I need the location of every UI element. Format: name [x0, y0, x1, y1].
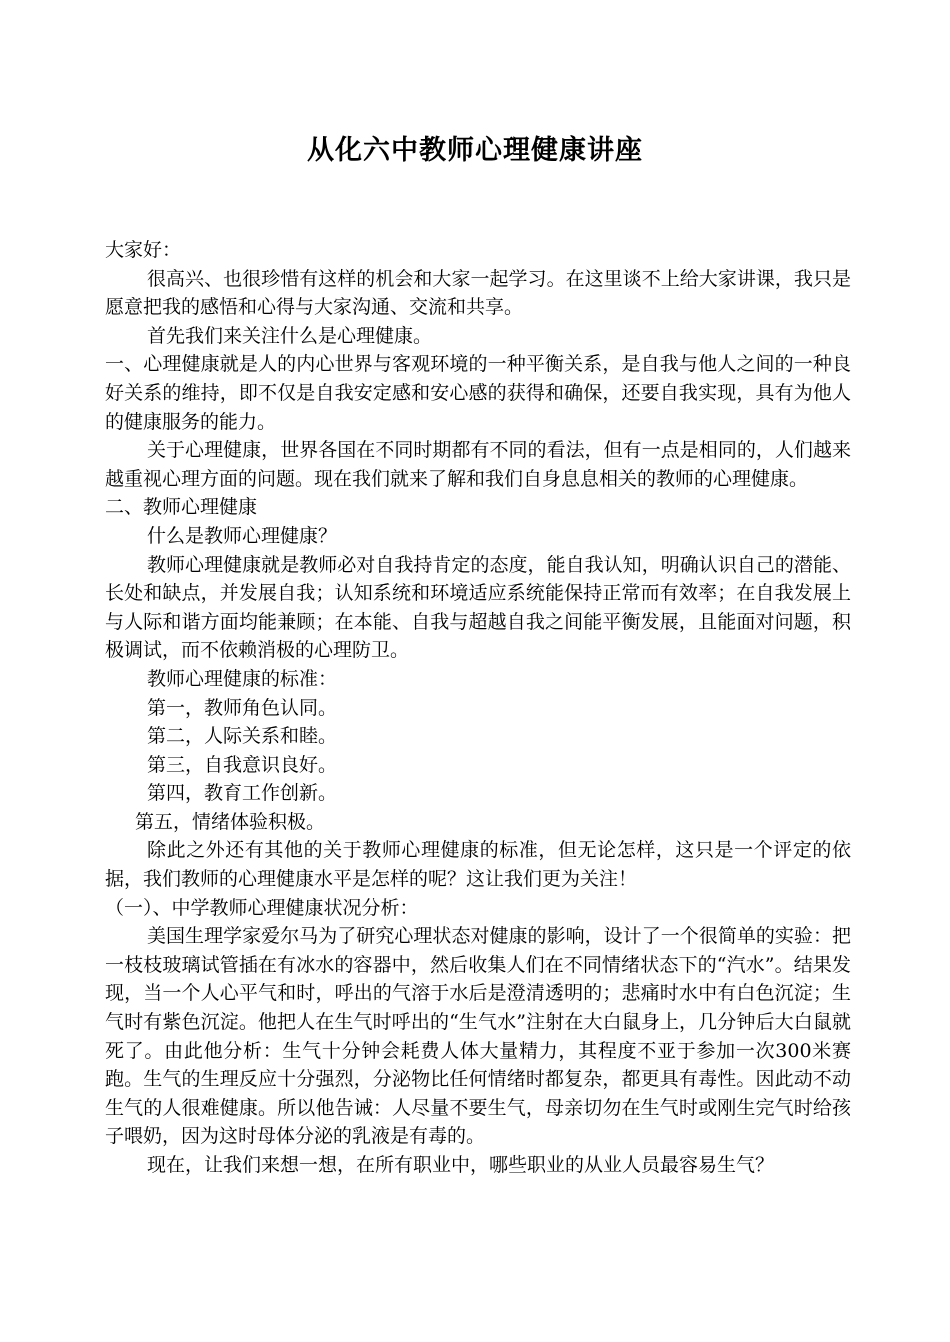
- paragraph-intro: 很高兴、也很珍惜有这样的机会和大家一起学习。在这里谈不上给大家讲课，我只是愿意把我的感悟和心得与大家沟通、交流和共享。: [105, 267, 851, 319]
- paragraph-worldview: 关于心理健康，世界各国在不同时期都有不同的看法，但有一点是相同的，人们越来越重视心理方面的问题。现在我们就来了解和我们自身息息相关的教师的心理健康。: [105, 439, 851, 490]
- paragraph-other-standards: 除此之外还有其他的关于教师心理健康的标准，但无论怎样，这只是一个评定的依据，我们教师的心理健康水平是怎样的呢？这让我们更为关注！: [105, 839, 851, 891]
- greeting: 大家好：: [105, 239, 182, 261]
- section-one: 一、心理健康就是人的内心世界与客观环境的一种平衡关系，是自我与他人之间的一种良好关系的维持，即不仅是自我安定感和安心感的获得和确保，还要自我实现，具有为他人的健康服务的能力。: [105, 353, 851, 433]
- standard-2: 第二，人际关系和睦。: [147, 725, 338, 748]
- paragraph-focus: 首先我们来关注什么是心理健康。: [147, 324, 433, 347]
- standard-5: 第五，情绪体验积极。: [135, 810, 326, 833]
- standard-3: 第三，自我意识良好。: [147, 753, 338, 776]
- standard-1: 第一，教师角色认同。: [147, 696, 338, 719]
- section-two-heading: 二、教师心理健康: [105, 496, 258, 519]
- subsection-analysis-heading: （一）、中学教师心理健康状况分析：: [105, 896, 419, 919]
- paragraph-definition: 教师心理健康就是教师必对自我持肯定的态度，能自我认知，明确认识自己的潜能、长处和缺点，并发展自我；认知系统和环境适应系统能保持正常而有效率；在自我发展上与人际和谐方面均能兼顾；在本能、自我与超越自我之间能平衡发展，且能面对问题，积极调试，而不依赖消极的心理防卫。: [105, 553, 851, 662]
- question-teacher-health: 什么是教师心理健康？: [147, 524, 338, 547]
- document-title: 从化六中教师心理健康讲座: [307, 135, 643, 166]
- paragraph-experiment: 美国生理学家爱尔马为了研究心理状态对健康的影响，设计了一个很简单的实验：把一枝枝玻璃试管插在有冰水的容器中，然后收集人们在不同情绪状态下的“汽水”。结果发现，当一个人心平气和时，呼出的气溶于水后是澄清透明的；悲痛时水中有白色沉淀；生气时有紫色沉淀。他把人在生气时呼出的“生气水”注射在大白鼠身上，几分钟后大白鼠就死了。由此他分析：生气十分钟会耗费人体大量精力，其程度不亚于参加一次300米赛跑。生气的生理反应十分强烈，分泌物比任何情绪时都复杂，都更具有毒性。因此动不动生气的人很难健康。所以他告诫：人尽量不要生气，母亲切勿在生气时或刚生完气时给孩子喂奶，因为这时母体分泌的乳液是有毒的。: [105, 925, 851, 1148]
- document-body: [105, 236, 851, 1180]
- standard-4: 第四，教育工作创新。: [147, 782, 338, 805]
- paragraph-question: 现在，让我们来想一想，在所有职业中，哪些职业的从业人员最容易生气？: [147, 1154, 775, 1176]
- standards-heading: 教师心理健康的标准：: [147, 667, 338, 690]
